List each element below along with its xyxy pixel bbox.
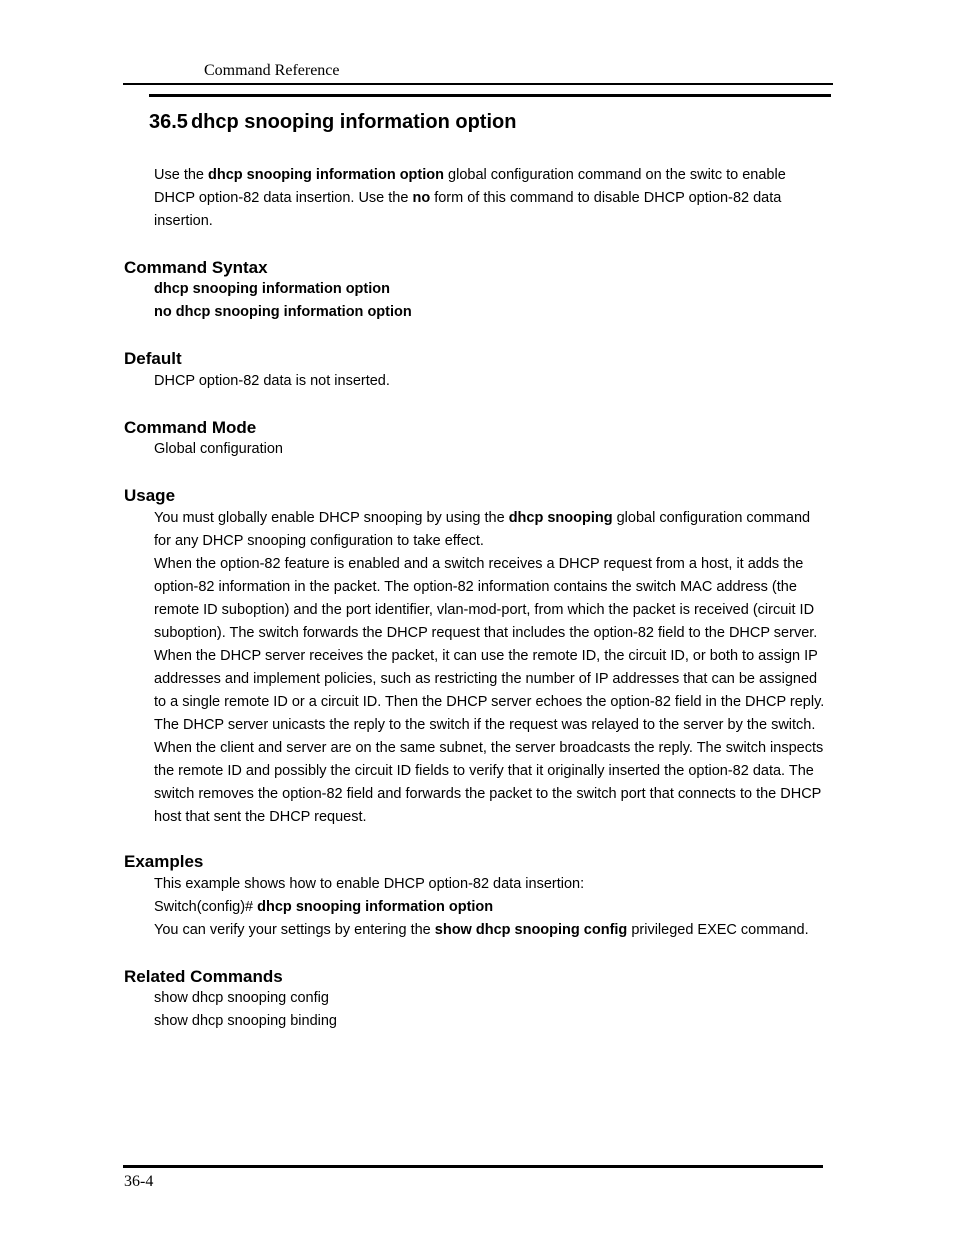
- intro-text-1: Use the: [154, 167, 208, 183]
- examples-line: This example shows how to enable DHCP option-82 data insertion:: [154, 876, 585, 892]
- usage-line: switch removes the option-82 field and forwards the packet to the switch port that connects to the DHCP: [154, 786, 822, 802]
- running-header: Command Reference: [204, 62, 340, 79]
- examples-heading: Examples: [124, 852, 204, 871]
- usage-line: host that sent the DHCP request.: [154, 809, 367, 825]
- default-text: DHCP option-82 data is not inserted.: [154, 373, 390, 389]
- usage-block: [154, 507, 824, 829]
- section-number: 36.5: [149, 111, 188, 133]
- related-command: show dhcp snooping binding: [154, 1013, 337, 1029]
- syntax-block: [154, 278, 412, 324]
- usage-line: option-82 information in the packet. The option-82 information contains the switch MAC address (the: [154, 579, 797, 595]
- examples-verify-line: [154, 919, 809, 942]
- usage-line: When the DHCP server receives the packet, it can use the remote ID, the circuit ID, or both to assign IP: [154, 648, 818, 664]
- page-number: 36-4: [124, 1173, 154, 1190]
- related-command: show dhcp snooping config: [154, 990, 329, 1006]
- syntax-line: no dhcp snooping information option: [154, 304, 412, 320]
- default-heading: Default: [124, 349, 182, 368]
- usage-line: for any DHCP snooping configuration to take effect.: [154, 533, 484, 549]
- usage-line: When the option-82 feature is enabled and a switch receives a DHCP request from a host, it adds the: [154, 556, 804, 572]
- verify-text: privileged EXEC command.: [627, 922, 809, 938]
- header-rule-thin: [123, 83, 833, 85]
- related-block: [154, 987, 337, 1033]
- verify-text: You can verify your settings by entering the: [154, 922, 435, 938]
- footer-rule: [123, 1165, 823, 1168]
- intro-paragraph: [154, 164, 830, 233]
- mode-text: Global configuration: [154, 441, 283, 457]
- usage-line: addresses and implement policies, such as restricting the number of IP addresses that can be assigned: [154, 671, 818, 687]
- syntax-heading: Command Syntax: [124, 258, 268, 277]
- usage-heading: Usage: [124, 486, 176, 505]
- mode-block: [154, 438, 283, 461]
- cli-prompt: Switch(config)#: [154, 899, 258, 915]
- example-command-line: [154, 896, 809, 919]
- related-heading: Related Commands: [124, 967, 283, 986]
- mode-heading: Command Mode: [124, 418, 257, 437]
- header-rule-thick: [149, 94, 831, 97]
- syntax-line: dhcp snooping information option: [154, 281, 390, 297]
- intro-text-3: form of this command to disable DHCP option-82 data insertion.: [154, 190, 782, 229]
- intro-command-name: dhcp snooping information option: [208, 167, 444, 183]
- usage-command: dhcp snooping: [508, 510, 613, 526]
- cli-command: dhcp snooping information option: [257, 899, 494, 915]
- examples-block: [154, 873, 809, 942]
- section-title: [149, 111, 516, 134]
- default-block: [154, 370, 390, 393]
- intro-text-2: global configuration command on the switc to enable DHCP option-82 data insertion. Use the: [154, 167, 786, 206]
- intro-no-keyword: no: [412, 190, 431, 206]
- usage-line: The DHCP server unicasts the reply to the switch if the request was relayed to the server by the switch.: [154, 717, 816, 733]
- usage-line: remote ID suboption) and the port identifier, vlan-mod-port, from which the packet is received (circuit ID: [154, 602, 815, 618]
- usage-line: When the client and server are on the same subnet, the server broadcasts the reply. The switch inspects: [154, 740, 824, 756]
- usage-line: to a single remote ID or a circuit ID. Then the DHCP server echoes the option-82 field in the DHCP reply.: [154, 694, 825, 710]
- usage-text: global configuration command: [612, 510, 811, 526]
- usage-line: the remote ID and possibly the circuit ID fields to verify that it originally inserted the option-82 data. The: [154, 763, 814, 779]
- usage-line: suboption). The switch forwards the DHCP request that includes the option-82 field to the DHCP server.: [154, 625, 818, 641]
- usage-line: [154, 507, 824, 530]
- section-title-text: dhcp snooping information option: [190, 111, 517, 133]
- usage-text: You must globally enable DHCP snooping by using the: [154, 510, 509, 526]
- verify-command: show dhcp snooping config: [434, 922, 628, 938]
